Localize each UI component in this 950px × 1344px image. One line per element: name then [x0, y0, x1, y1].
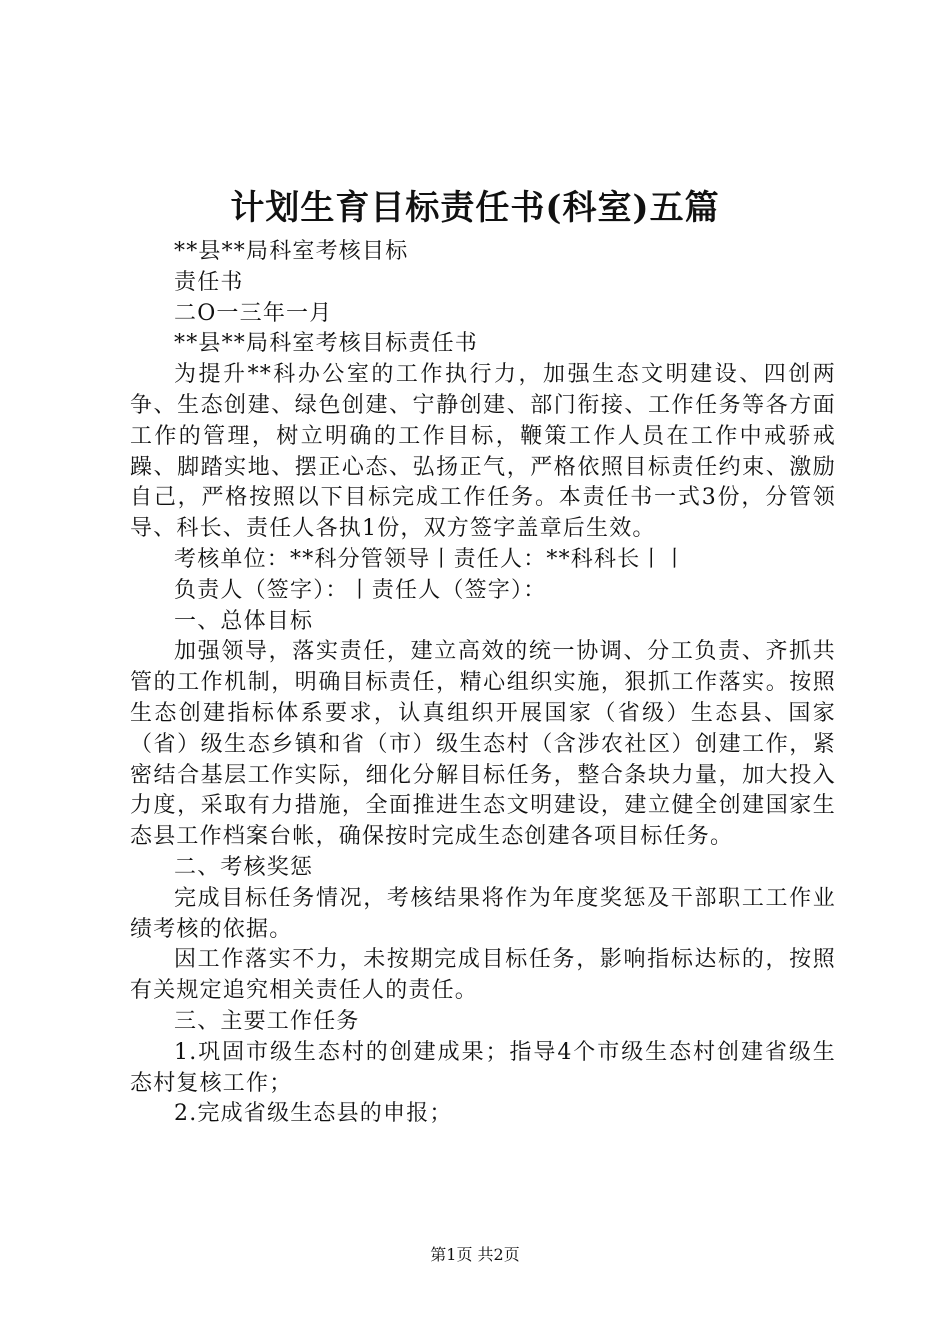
paragraph: 完成目标任务情况，考核结果将作为年度奖惩及干部职工工作业绩考核的依据。 — [130, 885, 836, 942]
paragraph: 二O一三年一月 — [174, 300, 333, 326]
section-heading: 一、总体目标 — [174, 608, 314, 634]
paragraph: **县**局科室考核目标责任书 — [174, 331, 479, 357]
document-title: 计划生育目标责任书(科室)五篇 — [230, 188, 720, 228]
paragraph: 加强领导，落实责任，建立高效的统一协调、分工负责、齐抓共管的工作机制，明确目标责任，精心组织实施，狠抓工作落实。按照生态创建指标体系要求，认真组织开展国家（省级）生态县、国家（省）级生态乡镇和省（市）级生态村（含涉农社区）创建工作，紧密结合基层工作实际，细化分解目标任务，整合条块力量，加大投入力度，采取有力措施，全面推进生态文明建设，建立健全创建国家生态县工作档案台帐，确保按时完成生态创建各项目标任务。 — [130, 639, 836, 850]
section-heading: 二、考核奖惩 — [174, 854, 314, 880]
list-item: 2.完成省级生态县的申报； — [174, 1101, 453, 1127]
list-item: 1.巩固市级生态村的创建成果；指导4个市级生态村创建省级生态村复核工作； — [130, 1039, 836, 1096]
page-number-footer: 第1页 共2页 — [430, 1245, 520, 1264]
document-body — [130, 237, 836, 1130]
paragraph: 因工作落实不力，未按期完成目标任务，影响指标达标的，按照有关规定追究相关责任人的责任。 — [130, 947, 836, 1004]
paragraph: 考核单位：**科分管领导丨责任人：**科科长丨丨 — [174, 546, 687, 572]
section-heading: 三、主要工作任务 — [174, 1008, 360, 1034]
paragraph: 负责人（签字）：丨责任人（签字）： — [174, 577, 547, 603]
paragraph: 责任书 — [174, 269, 244, 295]
paragraph: **县**局科室考核目标 — [174, 239, 409, 264]
paragraph: 为提升**科办公室的工作执行力，加强生态文明建设、四创两争、生态创建、绿色创建、宁静创建、部门衔接、工作任务等各方面工作的管理，树立明确的工作目标，鞭策工作人员在工作中戒骄戒躁、脚踏实地、摆正心态、弘扬正气，严格依照目标责任约束、激励自己，严格按照以下目标完成工作任务。本责任书一式3份，分管领导、科长、责任人各执1份，双方签字盖章后生效。 — [130, 362, 836, 542]
